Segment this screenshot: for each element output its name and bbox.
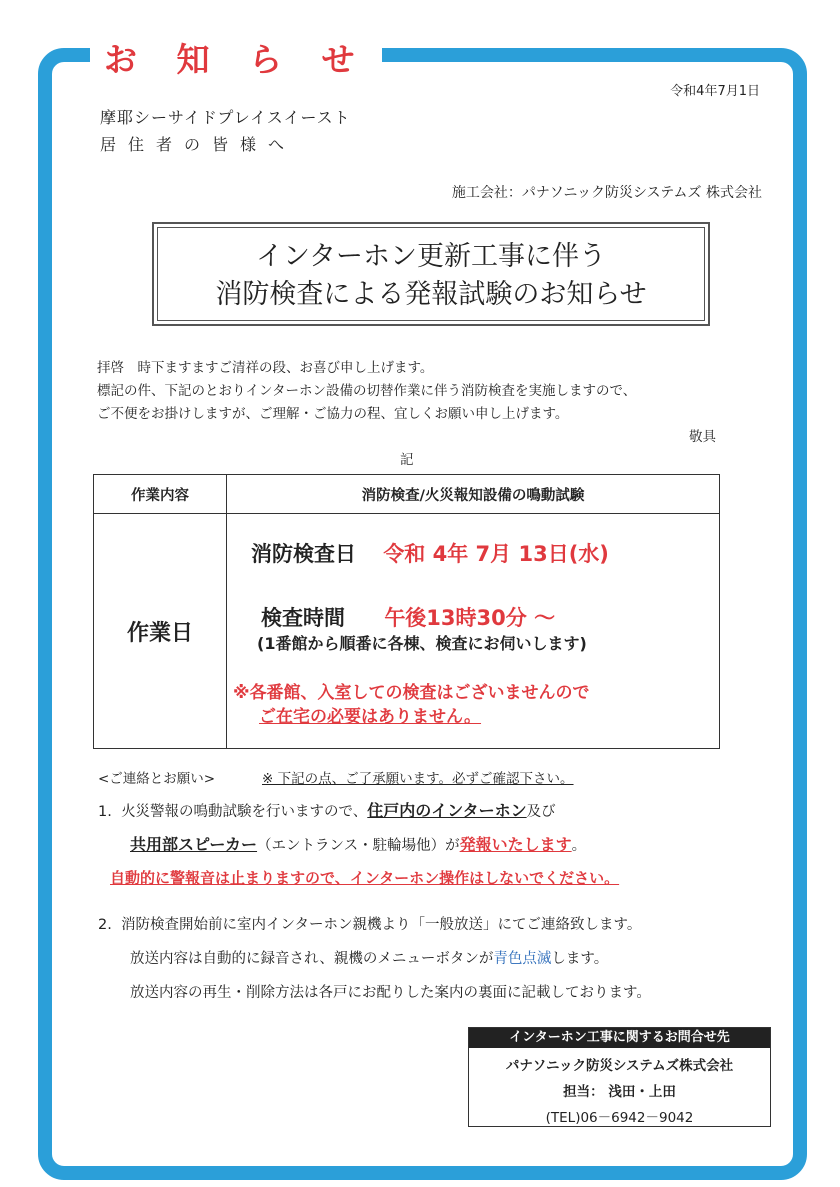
work-day-content (227, 514, 720, 749)
item-1-text-g: 。 (571, 838, 587, 854)
addressee-residents: 居住者の皆様へ (100, 135, 297, 154)
item-2-number: 2. (98, 917, 112, 933)
contractor-name: 施工会社：パナソニック防災システムズ 株式会社 (451, 185, 762, 201)
title-line-1: インターホン更新工事に伴う (256, 241, 606, 272)
contact-note: ※ 下記の点、ご了承願います。必ずご確認下さい。 (262, 771, 574, 787)
item-1-text-c: 及び (526, 804, 556, 820)
work-schedule-table (93, 474, 720, 749)
work-description-header: 消防検査/火災報知設備の鳴動試験 (227, 475, 720, 514)
item-1-alarm-notice: 発報いたします (459, 835, 572, 854)
work-day-label: 作業日 (94, 514, 227, 749)
inquiry-company: パナソニック防災システムズ株式会社 (505, 1058, 734, 1074)
work-content-header: 作業内容 (94, 475, 227, 514)
item-2-text-2a: 放送内容は自動的に録音され、親機のメニューボタンが (130, 951, 494, 967)
notice-item-1-line-1 (98, 798, 556, 821)
closing-keigu: 敬具 (689, 429, 716, 445)
inquiry-box (468, 1027, 771, 1127)
inspection-time-label: 検査時間 (261, 606, 345, 630)
inquiry-heading: インターホン工事に関するお問合せ先 (469, 1028, 770, 1048)
item-2-text-1: 消防検査開始前に室内インターホン親機より「一般放送」にてご連絡致します。 (121, 917, 642, 933)
title-box (152, 222, 710, 326)
item-1-number: 1. (98, 804, 112, 820)
item-2-text-2c: します。 (551, 951, 609, 967)
inspection-day-value: 令和 4年 7月 13日(水) (383, 542, 609, 566)
notice-item-1-line-2 (130, 832, 586, 855)
item-1-warning: 自動的に警報音は止まりますので、インターホン操作はしないでください。 (110, 869, 620, 887)
notice-banner: お 知 ら せ (90, 38, 382, 82)
item-1-common-speaker: 共用部スピーカー (130, 835, 258, 854)
notice-item-2-line-1 (98, 913, 641, 934)
notice-item-2-line-2 (130, 947, 608, 968)
addressee-building: 摩耶シーサイドプレイスイースト (100, 108, 351, 127)
ki-mark: 記 (400, 452, 414, 468)
inquiry-staff: 担当： 浅田・上田 (563, 1084, 676, 1100)
issue-date: 令和4年7月1日 (670, 84, 760, 99)
inspection-day-label: 消防検査日 (251, 542, 356, 566)
item-1-intercom: 住戸内のインターホン (367, 801, 527, 820)
inspection-time-value: 午後13時30分 ～ (384, 606, 556, 630)
item-2-blue-blink: 青色点滅 (493, 951, 552, 967)
intro-line-2: 標記の件、下記のとおりインターホン設備の切替作業に伴う消防検査を実施しますので、 (97, 383, 637, 399)
inspection-order-note: (1番館から順番に各棟、検査にお伺いします) (257, 634, 587, 653)
item-1-text-e: （エントランス・駐輪場他）が (257, 838, 460, 854)
item-1-text-a: 火災警報の鳴動試験を行いますので、 (121, 804, 368, 820)
intro-paragraph (97, 357, 737, 426)
contact-heading: <ご連絡とお願い> (98, 771, 216, 787)
no-entry-note-2: ご在宅の必要はありません。 (259, 707, 482, 727)
no-entry-note-1: ※各番館、入室しての検査はございませんので (233, 683, 590, 703)
notice-item-2-line-3: 放送内容の再生・削除方法は各戸にお配りした案内の裏面に記載しております。 (130, 985, 651, 1001)
intro-line-1: 拝啓 時下ますますご清祥の段、お喜び申し上げます。 (97, 360, 434, 376)
inquiry-tel: (TEL)06－6942－9042 (545, 1110, 694, 1126)
intro-line-3: ご不便をお掛けしますが、ご理解・ご協力の程、宜しくお願い申し上げます。 (97, 406, 569, 422)
title-line-2: 消防検査による発報試験のお知らせ (215, 279, 647, 310)
